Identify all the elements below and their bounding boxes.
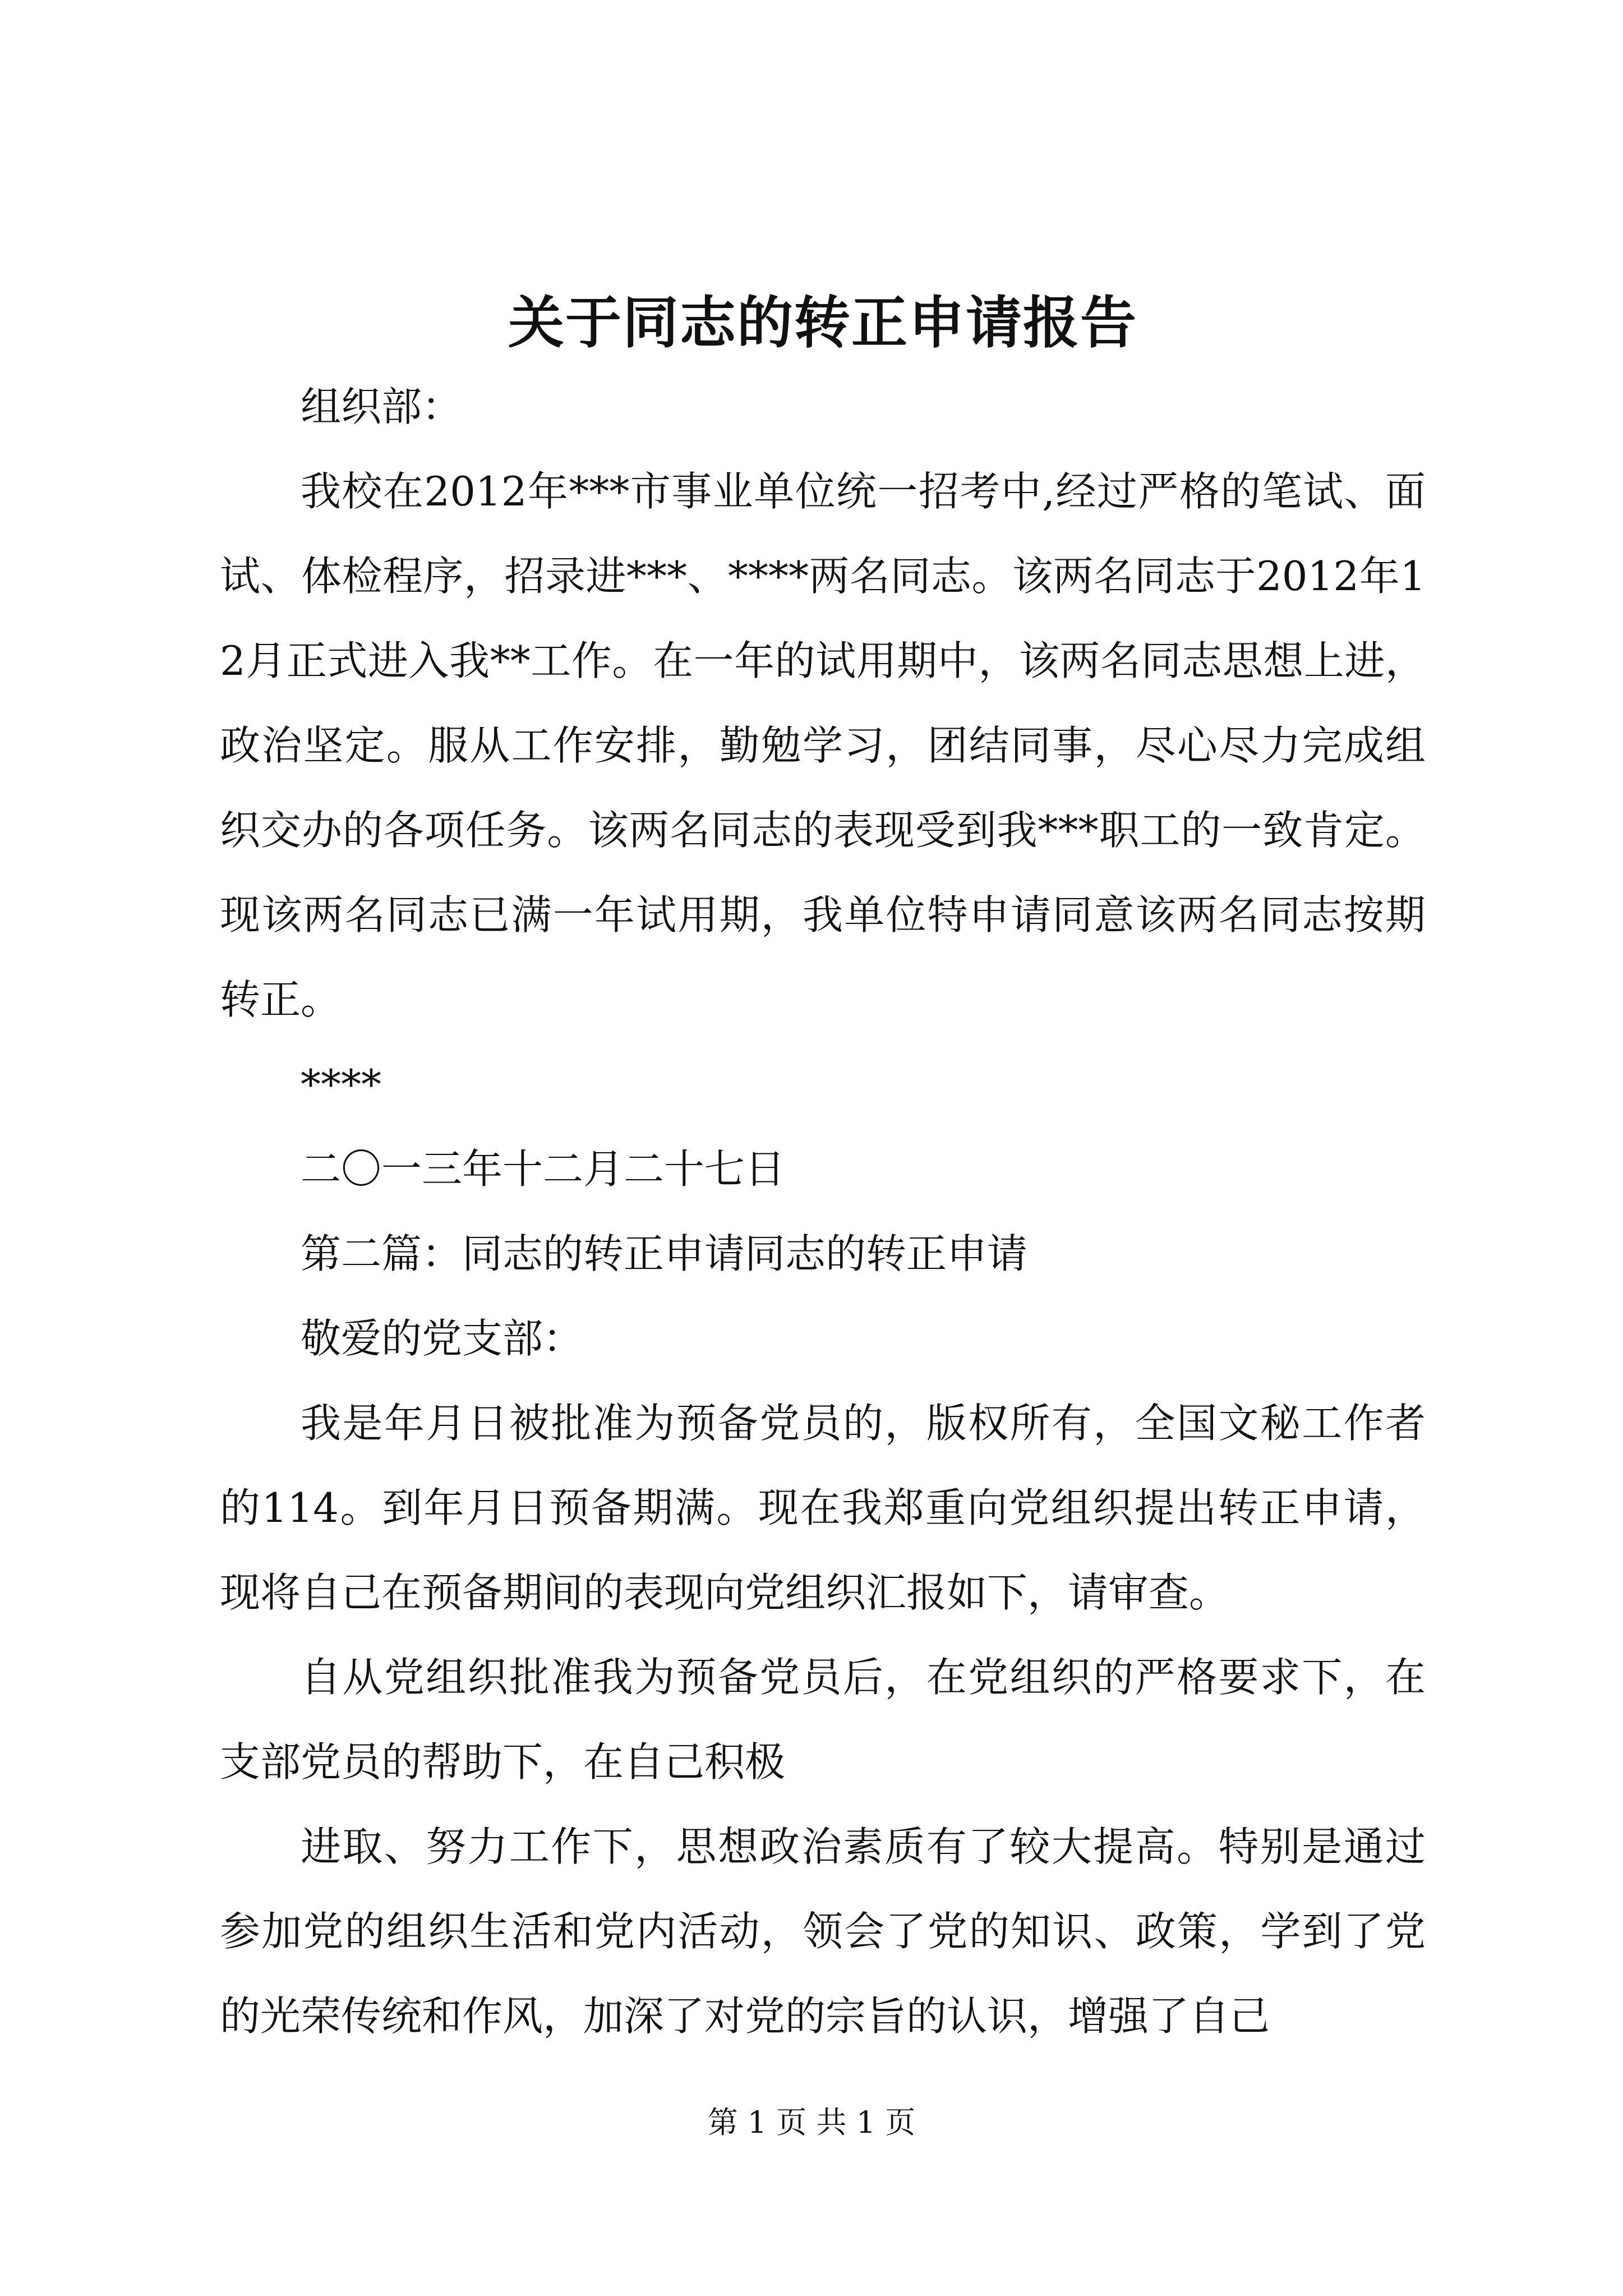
signature-placeholder: **** [301, 1061, 381, 1108]
salutation-organization-dept: 组织部： [301, 383, 463, 430]
section-heading-part-two: 第二篇：同志的转正申请同志的转正申请 [301, 1230, 1028, 1277]
paragraph-application-intro: 我是年月日被批准为预备党员的，版权所有，全国文秘工作者的114。到年月日预备期满。现在我郑重向党组织提出转正申请，现将自己在预备期间的表现向党组织汇报如下，请审查。 [220, 1400, 1426, 1616]
paragraph-progress: 进取、努力工作下，思想政治素质有了较大提高。特别是通过参加党的组织生活和党内活动，领会了党的知识、政策，学到了党的光荣传统和作风，加深了对党的宗旨的认识，增强了自己 [220, 1823, 1426, 2040]
page-footer: 第 1 页 共 1 页 [707, 2105, 916, 2140]
document-date: 二〇一三年十二月二十七日 [301, 1145, 786, 1193]
paragraph-since-approval: 自从党组织批准我为预备党员后，在党组织的严格要求下，在支部党员的帮助下，在自己积极 [220, 1654, 1426, 1786]
paragraph-report-body: 我校在2012年***市事业单位统一招考中,经过严格的笔试、面试、体检程序，招录进***、****两名同志。该两名同志于2012年12月正式进入我**工作。在一年的试用期中，该两名同志思想上进，政治坚定。服从工作安排，勤勉学习，团结同事，尽心尽力完成组织交办的各项任务。该两名同志的表现受到我***职工的一致肯定。现该两名同志已满一年试用期，我单位特申请同意该两名同志按期转正。 [220, 468, 1426, 1023]
document-body [220, 280, 1426, 2059]
salutation-party-branch: 敬爱的党支部： [301, 1315, 584, 1362]
document-title: 关于同志的转正申请报告 [508, 289, 1137, 356]
